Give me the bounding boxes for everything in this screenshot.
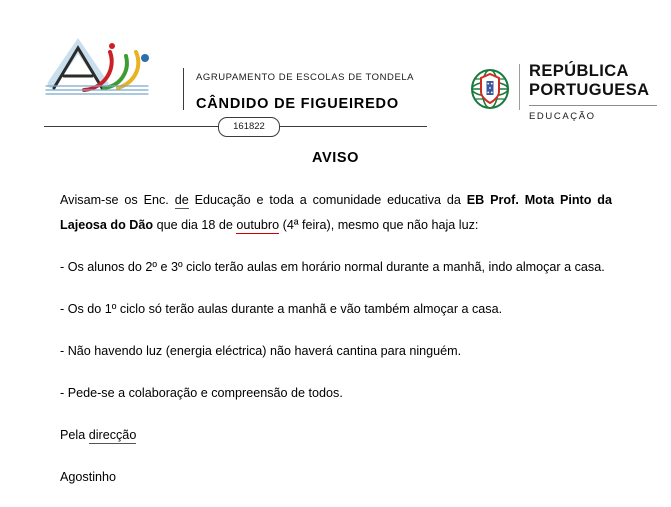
school-name: CÂNDIDO DE FIGUEIREDO [196, 96, 399, 112]
notice-paragraph [60, 297, 612, 322]
republica-text [529, 62, 657, 122]
emphasis-text: EB Prof. Mota Pinto da Lajeosa do Dão [60, 193, 612, 232]
republica-divider [519, 64, 520, 110]
school-code: 161822 [218, 117, 280, 137]
body-text-run: Educação e toda a comunidade educativa da [188, 193, 467, 207]
portuguese-coat-of-arms-icon [468, 64, 512, 112]
body-text-run: Agostinho [60, 470, 117, 484]
republica-line1: REPÚBLICA [529, 62, 629, 80]
body-text-run: (4ª feira), mesmo que não haja luz: [279, 218, 479, 232]
body-text-run: que dia 18 de [153, 218, 237, 232]
body-text-run: - Os alunos do 2º e 3º ciclo terão aulas em horário normal durante a manhã, indo almoçar a casa. [60, 260, 605, 274]
underlined-text: direcção [88, 428, 137, 442]
notice-body [60, 188, 612, 507]
body-text-run: Avisam-se os Enc. [60, 193, 175, 207]
republica-portuguesa-block [468, 62, 658, 132]
notice-paragraph [60, 255, 612, 280]
notice-paragraph [60, 465, 612, 490]
body-text-run: - Pede-se a colaboração e compreensão de todos. [60, 386, 343, 400]
body-text-run: Pela [60, 428, 89, 442]
document-header [0, 26, 671, 132]
underlined-text: de [174, 193, 189, 207]
red-underlined-text: outubro [236, 218, 280, 232]
header-vertical-divider [183, 68, 184, 110]
body-text-run: - Os do 1º ciclo só terão aulas durante a manhã e vão também almoçar a casa. [60, 302, 503, 316]
notice-paragraph [60, 339, 612, 364]
notice-paragraph [60, 188, 612, 238]
school-identity [196, 72, 436, 112]
school-group-name: AGRUPAMENTO DE ESCOLAS DE TONDELA [196, 72, 415, 83]
notice-paragraph [60, 423, 612, 448]
republica-underline [529, 105, 657, 106]
republica-line2: PORTUGUESA [529, 81, 650, 99]
republica-subtitle: EDUCAÇÃO [529, 111, 596, 122]
page-title: AVISO [311, 150, 360, 166]
body-text-run: - Não havendo luz (energia eléctrica) não haverá cantina para ninguém. [60, 344, 462, 358]
agrupamento-logo [44, 38, 166, 100]
notice-paragraph [60, 381, 612, 406]
